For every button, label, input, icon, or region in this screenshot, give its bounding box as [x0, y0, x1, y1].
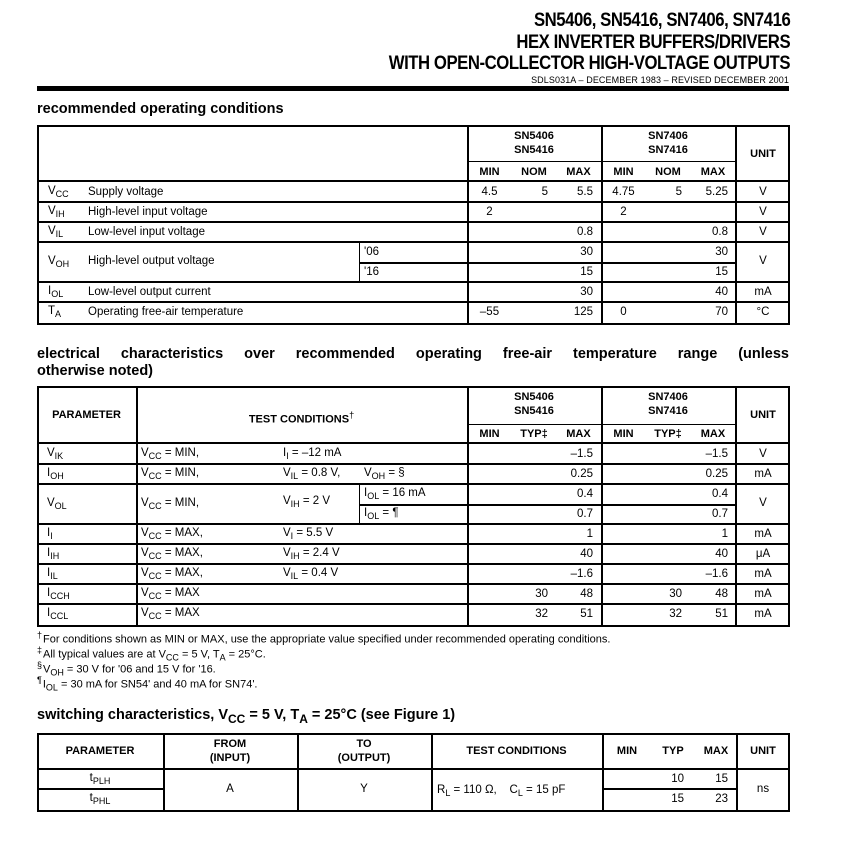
value-cell: 1	[721, 528, 728, 540]
unit-cell: V	[759, 206, 767, 218]
rule-h	[37, 603, 790, 605]
test-conditions-header: TEST CONDITIONS†	[248, 410, 355, 426]
value-cell: 5.5	[577, 186, 593, 198]
group2-name-b: SN7416	[648, 405, 688, 417]
col-header-min: MIN	[479, 166, 500, 178]
value-cell: 48	[580, 588, 593, 600]
rule-h	[37, 281, 790, 283]
header-rule	[37, 86, 789, 91]
value-cell: 48	[715, 588, 728, 600]
rule-v	[602, 733, 604, 812]
rule-h	[37, 301, 790, 303]
value-cell: 30	[580, 286, 593, 298]
col-header: MIN	[479, 428, 500, 440]
value-cell: 5	[675, 186, 682, 198]
value-cell: –1.5	[705, 448, 728, 460]
value-cell: 5	[541, 186, 548, 198]
value-cell: –55	[479, 306, 500, 318]
doc-title-line2: HEX INVERTER BUFFERS/DRIVERS	[516, 32, 790, 53]
value-cell: 32	[669, 608, 682, 620]
test-cond-1: $V_{CC}$ = MIN,	[141, 447, 200, 461]
doc-title-line1: SN5406, SN5416, SN7406, SN7416	[533, 10, 790, 31]
footnote: $^\S V_{OH} = 30$ V for '06 and 15 V for '16.	[37, 660, 216, 678]
max-header: MAX	[703, 745, 729, 757]
value-cell: 1	[586, 528, 593, 540]
param-symbol: $V_{CC}$	[48, 185, 69, 199]
col-header-min: MIN	[613, 166, 634, 178]
rule-h	[37, 483, 790, 485]
col-header: TYP‡	[654, 428, 682, 440]
rule-v	[467, 386, 469, 627]
col-header-max: MAX	[700, 166, 726, 178]
min-header: MIN	[616, 745, 638, 757]
col-header-nom: NOM	[521, 166, 547, 178]
rule-h	[37, 241, 790, 243]
group2-name-b: SN7416	[648, 144, 688, 156]
param-symbol: $I_{IL}$	[47, 567, 58, 581]
param-desc: Supply voltage	[88, 186, 164, 198]
unit-cell: mA	[754, 468, 772, 480]
rule-h	[37, 768, 790, 770]
col-header: MAX	[566, 428, 591, 440]
to-value: Y	[360, 783, 368, 795]
footnote: ‡All typical values are at $V_{CC} = 5$ V, $T_A = 25^\circ C$.	[37, 645, 266, 663]
unit-cell: mA	[754, 608, 772, 620]
param-symbol: $V_{OL}$	[47, 497, 67, 511]
value-cell: –1.5	[570, 448, 593, 460]
group1-name-b: SN5416	[514, 405, 554, 417]
rule-h	[37, 463, 790, 465]
unit-cell: V	[759, 186, 767, 198]
rule-h	[37, 523, 790, 525]
value-cell: 4.75	[612, 186, 635, 198]
test-cond-3: $V_{OH}$ = §	[364, 467, 405, 481]
unit-cell: μA	[755, 548, 771, 560]
rule-h	[37, 180, 790, 182]
typ-value: 15	[671, 793, 684, 805]
param-desc: High-level input voltage	[88, 206, 208, 218]
param-symbol: $T_A$	[48, 305, 62, 319]
unit-header: UNIT	[750, 148, 776, 160]
doc-title-line3: WITH OPEN-COLLECTOR HIGH-VOLTAGE OUTPUTS	[388, 53, 790, 74]
col-header: MIN	[613, 428, 634, 440]
rule-h	[37, 583, 790, 585]
to-header: TO	[356, 738, 372, 750]
value-cell: 40	[715, 286, 728, 298]
unit-cell: V	[759, 255, 767, 267]
test-conditions-header: TEST CONDITIONS	[466, 745, 567, 757]
footnote: $^\P I_{OL} = 30$ mA for SN54' and 40 mA for SN74'.	[37, 675, 258, 693]
section-title-ec-line1: electrical characteristics over recommended operating free-air temperature range (unless	[37, 346, 789, 362]
value-cell: 2	[486, 206, 493, 218]
param-symbol: $I_{IH}$	[47, 547, 60, 561]
from-header-sub: (INPUT)	[209, 752, 251, 764]
section-title-sw: switching characteristics, $V_{CC} = 5$ V, $T_A = 25^\circ C$ (see Figure 1)	[37, 707, 456, 726]
value-cell: 0.25	[570, 468, 593, 480]
param-symbol: $I_{OH}$	[47, 467, 64, 481]
param-symbol: $I_{CCL}$	[47, 607, 69, 621]
rule-h	[467, 161, 735, 162]
test-conditions-value: $R_L = 110$ Ω, $C_L = 15$ pF	[437, 784, 566, 798]
variant-label: '16	[364, 266, 379, 278]
rule-h	[359, 262, 735, 264]
from-header: FROM	[213, 738, 247, 750]
value-cell: 0.25	[705, 468, 728, 480]
param-desc: Low-level input voltage	[88, 226, 205, 238]
param-symbol: $I_{CCH}$	[47, 587, 70, 601]
col-header: MAX	[700, 428, 726, 440]
test-cond-1: $V_{CC}$ = MAX	[141, 607, 200, 621]
value-cell: 15	[715, 266, 728, 278]
rule-h	[37, 201, 790, 203]
test-cond-2: $I_I = -12$ mA	[283, 447, 342, 461]
rule-h	[37, 221, 790, 223]
rule-h	[467, 424, 735, 425]
value-cell: 30	[669, 588, 682, 600]
value-cell: –1.6	[705, 568, 728, 580]
value-cell: 5.25	[705, 186, 728, 198]
to-header-sub: (OUTPUT)	[337, 752, 391, 764]
col-header-nom: NOM	[655, 166, 681, 178]
param-symbol: $I_I$	[47, 527, 53, 541]
doc-id: SDLS031A – DECEMBER 1983 – REVISED DECEMBER 2001	[531, 75, 789, 85]
param-desc: Low-level output current	[88, 286, 211, 298]
value-cell: 51	[715, 608, 728, 620]
unit-header: UNIT	[750, 409, 776, 421]
section-title-roc: recommended operating conditions	[37, 101, 284, 117]
max-value: 23	[715, 793, 728, 805]
unit-header: UNIT	[750, 745, 776, 757]
unit-cell: mA	[754, 286, 772, 298]
value-cell: 51	[580, 608, 593, 620]
value-cell: 0.4	[577, 488, 593, 500]
value-cell: 0.7	[712, 508, 728, 520]
value-cell: 70	[715, 306, 728, 318]
rule-h	[359, 504, 735, 506]
unit-cell: mA	[754, 528, 772, 540]
test-cond-1: $V_{CC}$ = MAX,	[141, 527, 203, 541]
test-cond-2: $V_{IH} = 2$ V	[283, 495, 331, 509]
test-cond-2: $V_I = 5.5$ V	[283, 527, 334, 541]
value-cell: 2	[620, 206, 627, 218]
value-cell: 0	[620, 306, 627, 318]
variant-label: '06	[364, 246, 379, 258]
param-desc: High-level output voltage	[88, 255, 215, 267]
group1-name-a: SN5406	[514, 130, 554, 142]
test-cond-2: $V_{IL} = 0.8$ V,	[283, 467, 341, 481]
test-cond-2: $V_{IH} = 2.4$ V	[283, 547, 340, 561]
col-header-max: MAX	[566, 166, 591, 178]
unit-cell: V	[759, 448, 767, 460]
value-cell: 30	[715, 246, 728, 258]
param-desc: Operating free-air temperature	[88, 306, 244, 318]
rule-v	[601, 386, 603, 627]
test-cond-1: $V_{CC}$ = MAX	[141, 587, 200, 601]
param-header: PARAMETER	[52, 409, 121, 421]
param-symbol: $I_{OL}$	[48, 285, 64, 299]
param-header: PARAMETER	[65, 745, 135, 757]
value-cell: 15	[580, 266, 593, 278]
param-symbol: $V_{OH}$	[48, 255, 70, 269]
max-value: 15	[715, 773, 728, 785]
test-cond-3: $I_{OL}$ = ¶	[364, 507, 399, 521]
rule-h	[37, 442, 790, 444]
value-cell: 0.8	[577, 226, 593, 238]
value-cell: 0.4	[712, 488, 728, 500]
unit-cell: mA	[754, 568, 772, 580]
typ-header: TYP	[662, 745, 684, 757]
param-symbol: $t_{PLH}$	[89, 772, 111, 786]
value-cell: 0.7	[577, 508, 593, 520]
value-cell: 30	[580, 246, 593, 258]
unit-cell: V	[759, 226, 767, 238]
unit-cell: mA	[754, 588, 772, 600]
value-cell: 40	[580, 548, 593, 560]
param-symbol: $V_{IL}$	[48, 225, 64, 239]
param-symbol: $t_{PHL}$	[89, 792, 111, 806]
rule-h	[37, 788, 163, 790]
rule-h	[602, 788, 736, 790]
footnote: †For conditions shown as MIN or MAX, use the appropriate value specified under recommended operating conditions.	[37, 630, 611, 646]
group2-name-a: SN7406	[648, 391, 688, 403]
test-cond-1: $V_{CC}$ = MIN,	[141, 467, 200, 481]
group1-name-b: SN5416	[514, 144, 554, 156]
group2-name-a: SN7406	[648, 130, 688, 142]
test-cond-1: $V_{CC}$ = MIN,	[141, 497, 200, 511]
rule-h	[37, 563, 790, 565]
value-cell: 32	[535, 608, 548, 620]
value-cell: 4.5	[481, 186, 498, 198]
value-cell: 125	[573, 306, 593, 318]
test-cond-3: $I_{OL} = 16$ mA	[364, 487, 426, 501]
param-symbol: $V_{IK}$	[47, 447, 64, 461]
test-cond-1: $V_{CC}$ = MAX,	[141, 547, 203, 561]
unit-cell: °C	[756, 306, 770, 318]
section-title-ec-line2: otherwise noted)	[37, 363, 154, 379]
test-cond-1: $V_{CC}$ = MAX,	[141, 567, 203, 581]
unit-cell: V	[759, 497, 767, 509]
value-cell: 0.8	[712, 226, 728, 238]
group1-name-a: SN5406	[514, 391, 554, 403]
value-cell: 30	[535, 588, 548, 600]
value-cell: 40	[715, 548, 728, 560]
value-cell: –1.6	[570, 568, 593, 580]
unit-value: ns	[756, 783, 770, 795]
param-symbol: $V_{IH}$	[48, 205, 65, 219]
from-value: A	[226, 783, 234, 795]
typ-value: 10	[671, 773, 684, 785]
test-cond-2: $V_{IL} = 0.4$ V	[283, 567, 339, 581]
col-header: TYP‡	[520, 428, 548, 440]
rule-h	[37, 543, 790, 545]
